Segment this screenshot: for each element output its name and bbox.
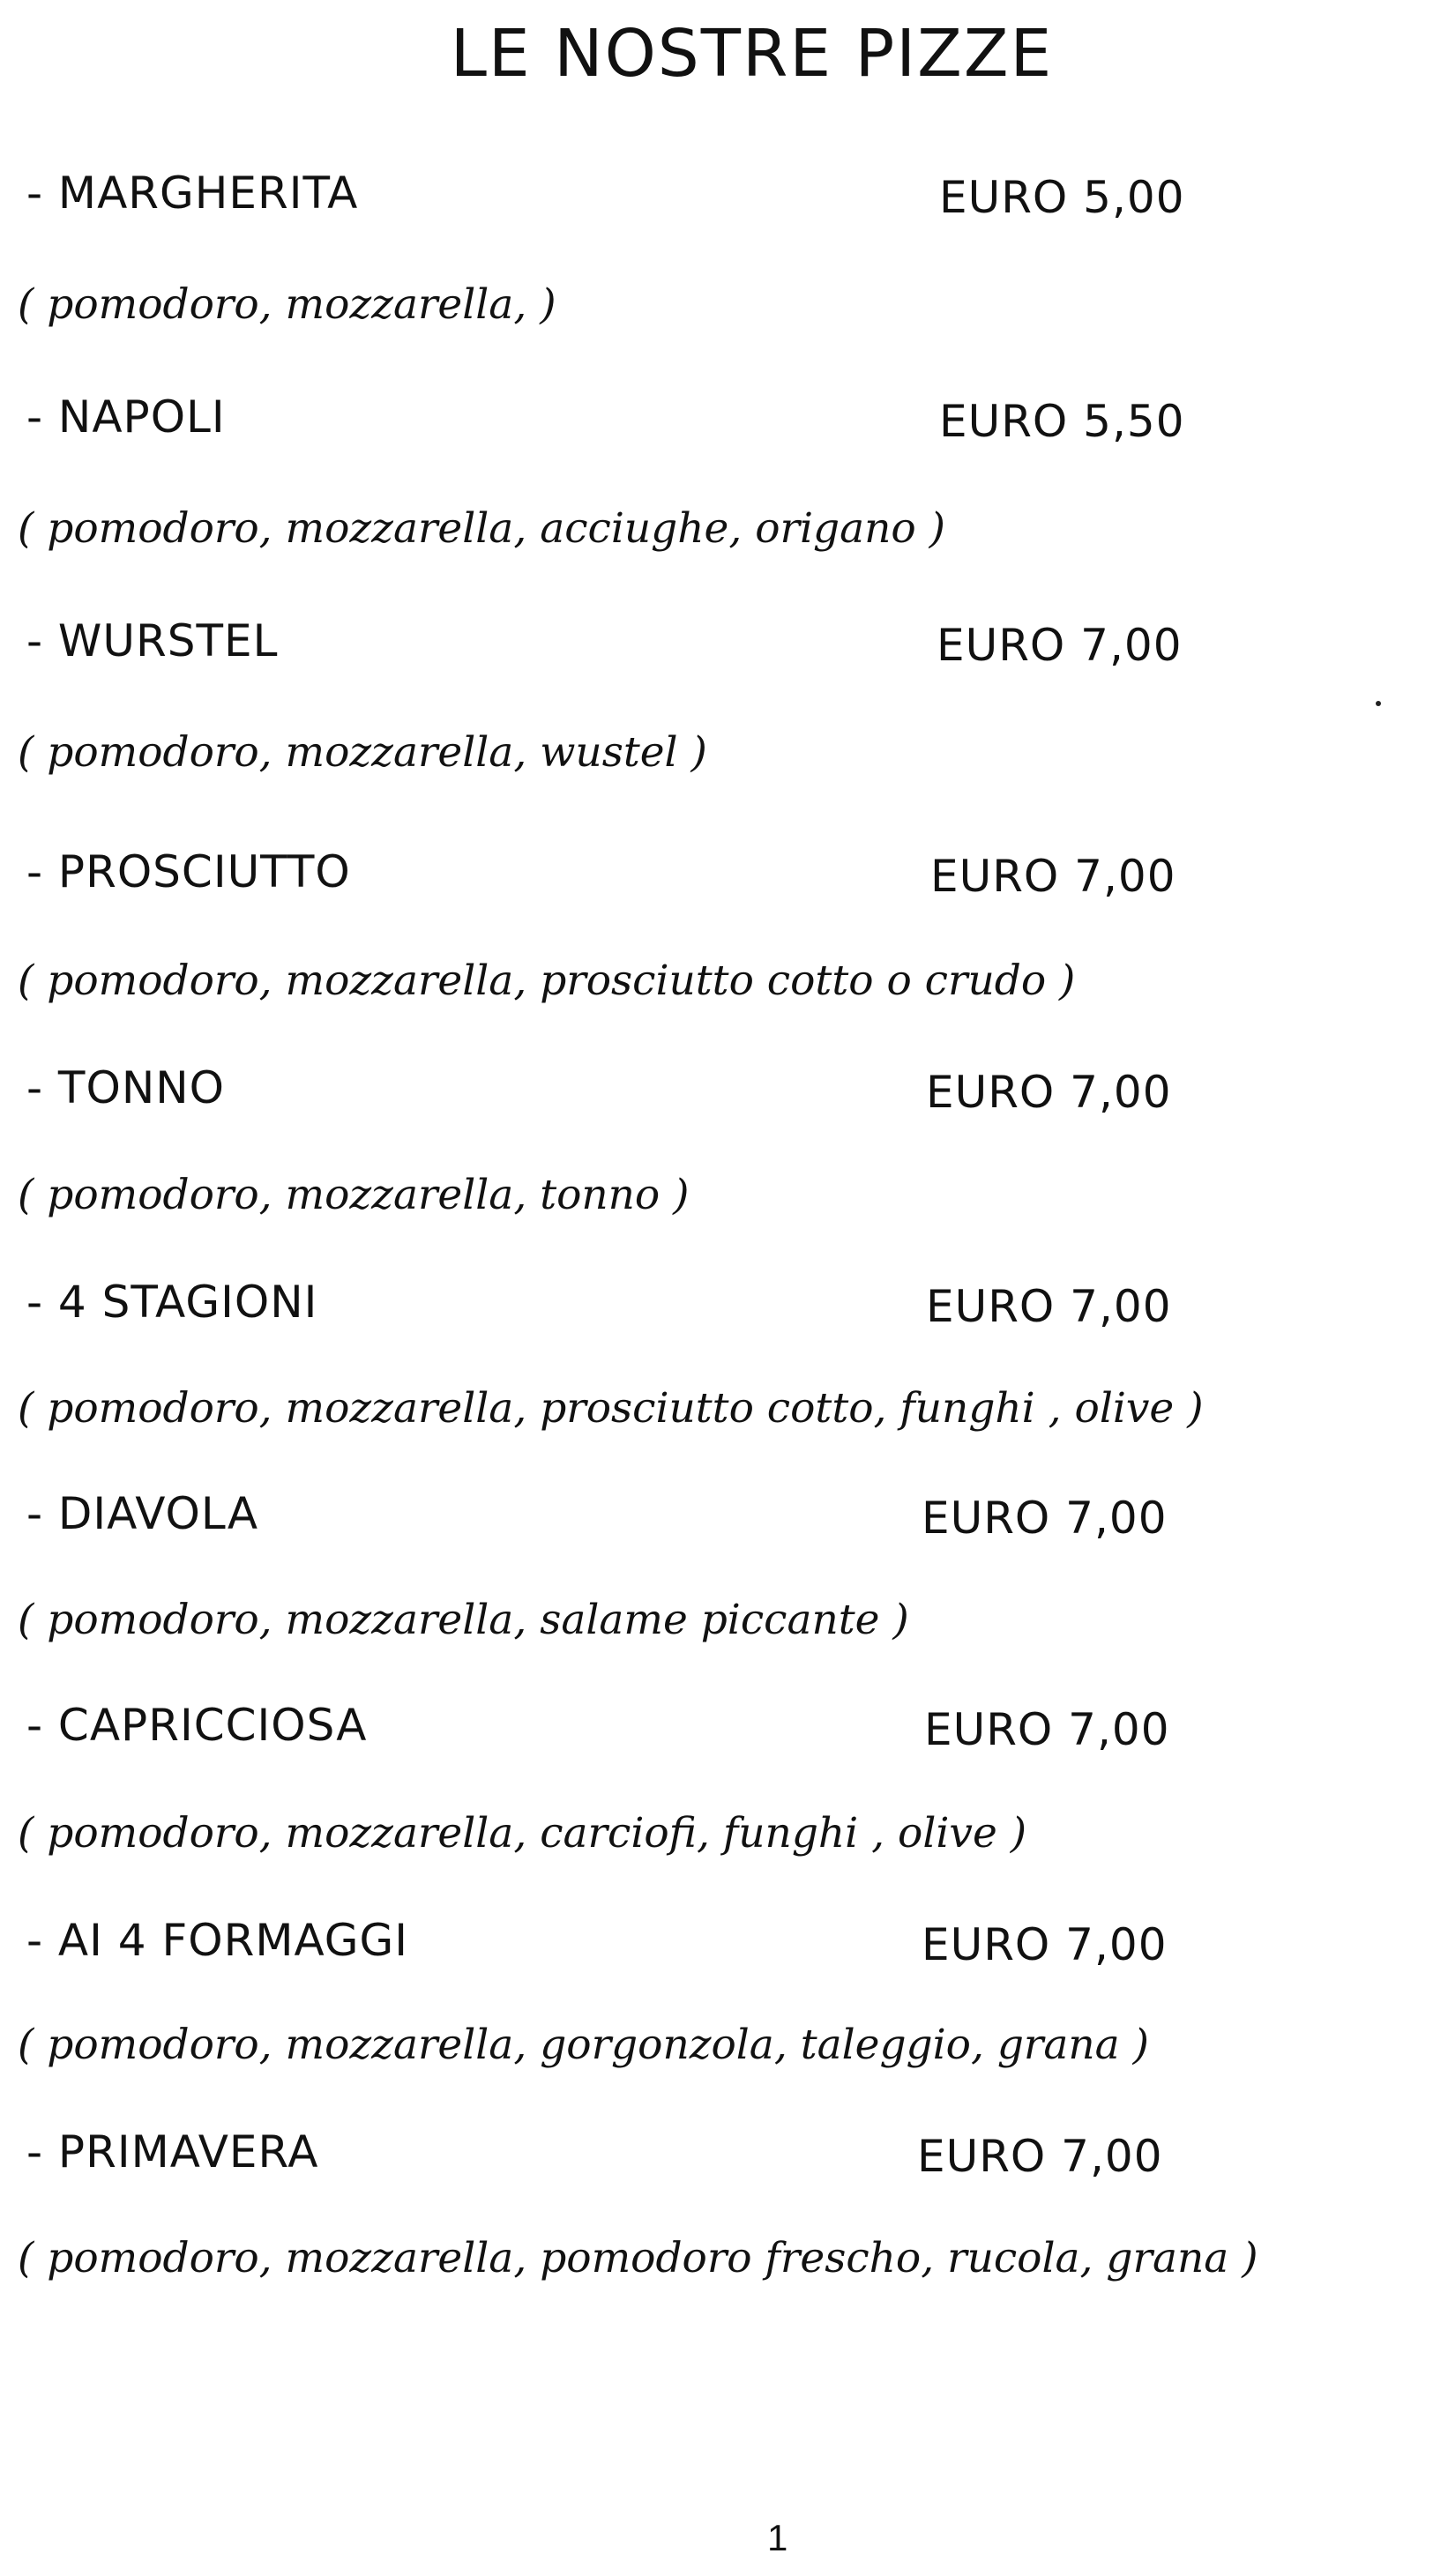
pizza-price-capricciosa: EURO 7,00 <box>924 1704 1170 1755</box>
pizza-name-wurstel: - WURSTEL <box>26 615 279 666</box>
pizza-ingredients-prosciutto: ( pomodoro, mozzarella, prosciutto cotto o crudo ) <box>18 957 1076 1005</box>
page-title: LE NOSTRE PIZZE <box>450 16 1054 92</box>
pizza-price-diavola: EURO 7,00 <box>922 1493 1168 1544</box>
pizza-price-ai-4-formaggi: EURO 7,00 <box>922 1919 1168 1970</box>
pizza-name-diavola: - DIAVOLA <box>26 1488 259 1539</box>
pizza-name-tonno: - TONNO <box>26 1062 225 1113</box>
pizza-ingredients-tonno: ( pomodoro, mozzarella, tonno ) <box>18 1171 690 1219</box>
pizza-ingredients-4-stagioni: ( pomodoro, mozzarella, prosciutto cotto, funghi , olive ) <box>18 1384 1204 1433</box>
pizza-ingredients-ai-4-formaggi: ( pomodoro, mozzarella, gorgonzola, taleggio, grana ) <box>18 2021 1149 2069</box>
pizza-ingredients-margherita: ( pomodoro, mozzarella, ) <box>18 280 556 329</box>
pizza-price-prosciutto: EURO 7,00 <box>930 851 1176 902</box>
pizza-name-4-stagioni: - 4 STAGIONI <box>26 1277 318 1328</box>
pizza-price-primavera: EURO 7,00 <box>917 2131 1163 2182</box>
pizza-ingredients-capricciosa: ( pomodoro, mozzarella, carciofi, funghi , olive ) <box>18 1809 1027 1858</box>
pizza-name-primavera: - PRIMAVERA <box>26 2126 319 2178</box>
pizza-price-tonno: EURO 7,00 <box>926 1067 1172 1118</box>
stray-dot-mark <box>1376 701 1381 706</box>
pizza-price-wurstel: EURO 7,00 <box>937 620 1183 671</box>
pizza-name-capricciosa: - CAPRICCIOSA <box>26 1700 368 1751</box>
pizza-name-prosciutto: - PROSCIUTTO <box>26 846 351 897</box>
pizza-ingredients-diavola: ( pomodoro, mozzarella, salame piccante ) <box>18 1596 909 1644</box>
pizza-price-napoli: EURO 5,50 <box>939 396 1185 447</box>
pizza-ingredients-napoli: ( pomodoro, mozzarella, acciughe, origano ) <box>18 504 945 553</box>
pizza-price-margherita: EURO 5,00 <box>939 172 1185 223</box>
pizza-name-ai-4-formaggi: - AI 4 FORMAGGI <box>26 1915 409 1966</box>
pizza-ingredients-primavera: ( pomodoro, mozzarella, pomodoro frescho, rucola, grana ) <box>18 2234 1258 2282</box>
pizza-name-napoli: - NAPOLI <box>26 391 226 443</box>
pizza-price-4-stagioni: EURO 7,00 <box>926 1281 1172 1332</box>
page-number: 1 <box>767 2517 788 2558</box>
pizza-name-margherita: - MARGHERITA <box>26 168 359 219</box>
pizza-ingredients-wurstel: ( pomodoro, mozzarella, wustel ) <box>18 728 707 777</box>
